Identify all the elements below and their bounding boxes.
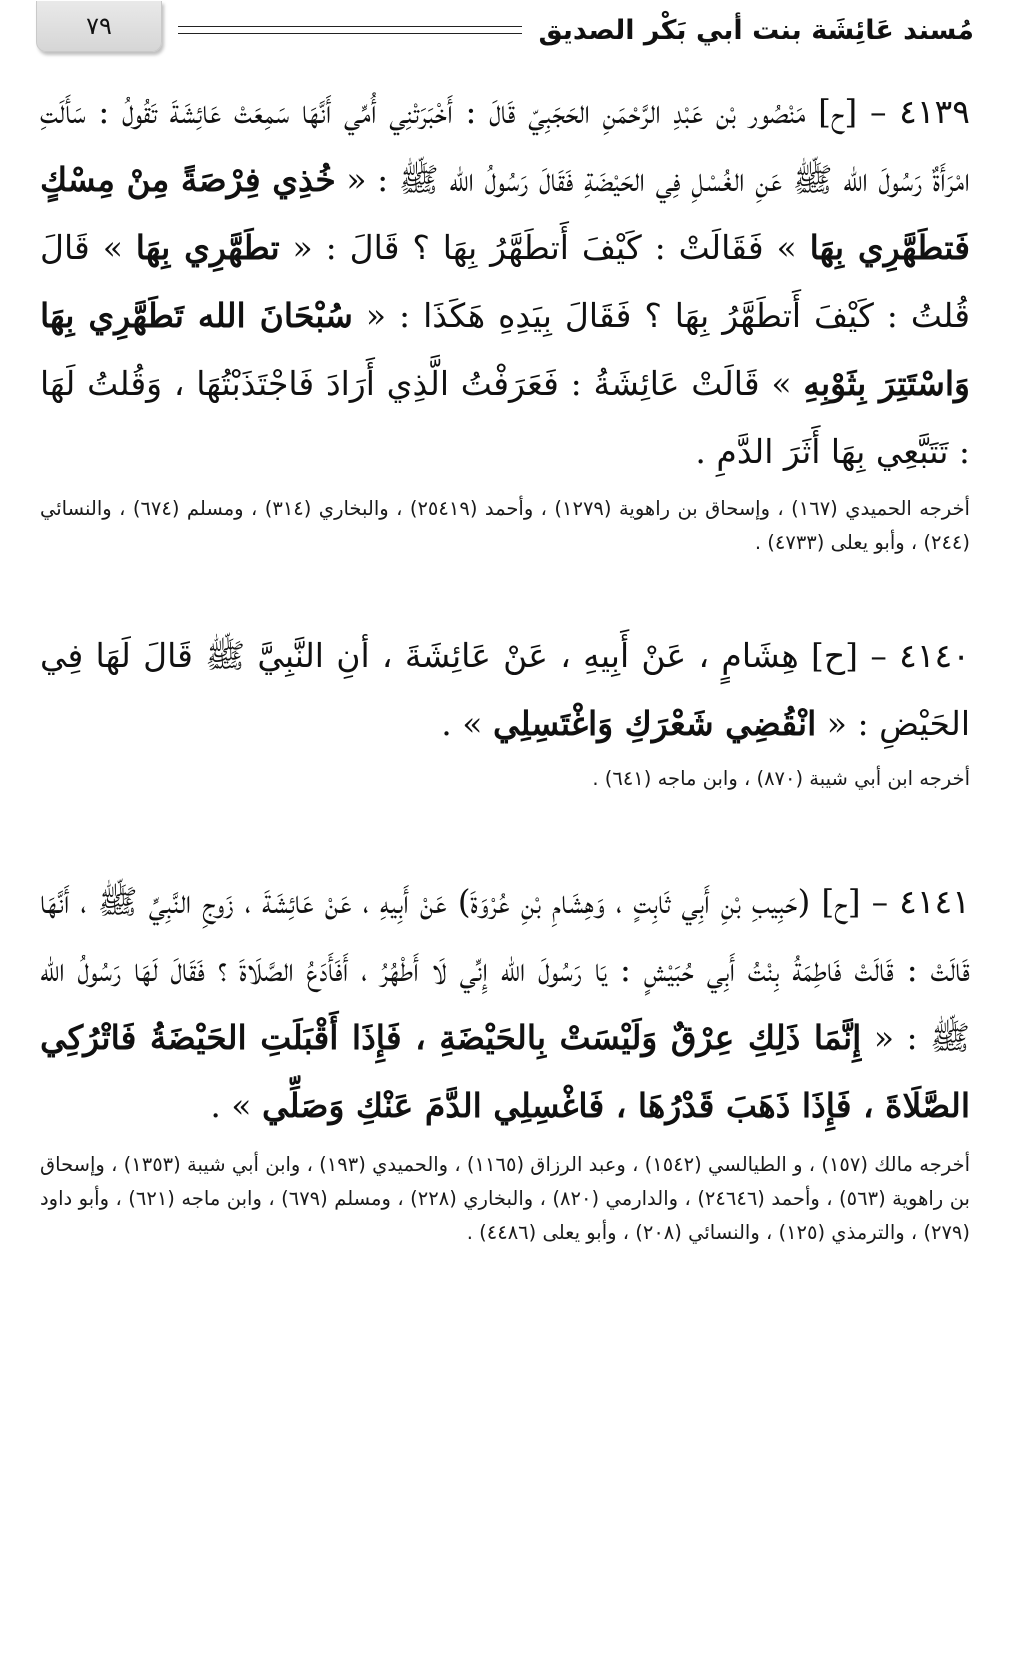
hadith-number: ٤١٤٠	[899, 636, 970, 675]
prophetic-saying: إِنَّمَا ذَلِكِ عِرْقٌ وَلَيْسَتْ بِالحَيْضَةِ ، فَإِذَا أَقْبَلَتِ الحَيْضَةُ فَاتْرُكِي الصَّلَاةَ ، فَإِذَا ذَهَبَ قَدْرُهَا ، فَاغْسِلِي الدَّمَ عَنْكِ وَصَلِّي	[40, 1018, 970, 1125]
hadith-text	[40, 78, 970, 486]
takhrij-note: أخرجه ابن أبي شيبة (٨٧٠) ، وابن ماجه (٦٤١) .	[592, 767, 970, 790]
page-header	[36, 0, 974, 60]
page-number: ٧٩	[86, 11, 112, 40]
hadith-entry-4140	[40, 622, 970, 796]
hadith-text	[40, 622, 970, 758]
prophetic-saying: خُذِي فِرْصَةً مِنْ مِسْكٍ فَتطَهَّرِي بِهَا	[40, 160, 970, 267]
header-rule	[178, 26, 522, 34]
takhrij-note: أخرجه الحميدي (١٦٧) ، وإسحاق بن راهوية (١٢٧٩) ، وأحمد (٢٥٤١٩) ، والبخاري (٣١٤) ، ومسلم (٦٧٤) ، والنسائي (٢٤٤) ، وأبو يعلى (٤٧٣٣) .	[40, 497, 970, 554]
prophetic-saying: سُبْحَانَ الله تَطَهَّرِي بِهَا وَاسْتَتِرَ بِثَوْبِهِ	[40, 296, 970, 403]
hadith-segment: » فَقَالَتْ : كَيْفَ أَتطَهَّرُ بِهَا ؟ قَالَ : «	[279, 228, 810, 267]
hadith-entry-4141	[40, 868, 970, 1250]
prophetic-saying: انْقُضِي شَعْرَكِ وَاغْتَسِلِي	[492, 704, 817, 743]
hadith-number: ٤١٣٩	[899, 92, 970, 131]
page-number-tab	[36, 1, 162, 52]
hadith-segment: » .	[210, 1086, 262, 1125]
hadith-segment: – [ح] هِشَامٍ ، عَنْ أَبِيهِ ، عَنْ عَائِشَةَ ، أنِ النَّبِيَّ ﷺ قَالَ لَهَا فِي الحَيْضِ : «	[40, 636, 970, 743]
hadith-segment: » .	[441, 704, 493, 743]
hadith-entry-4139	[40, 78, 970, 560]
hadith-segment: – [ح] (حَبِيبِ بْنِ أَبِي ثَابِتٍ ، وَهِشَامِ بْنِ عُرْوَةَ) عَنْ أَبِيهِ ، عَنْ عَائِشَةَ ، زَوجِ النَّبِيِّ ﷺ ، أَنَّهَا قَالَتْ : قَالَتْ فَاطِمَةُ بِنْتُ أَبِي حُبَيْشٍ : يَا رَسُولَ الله إِنِّي لَا أَطْهُرُ ، أَفَأَدَعُ الصَّلَاةَ ؟ فَقَالَ لَهَا رَسُولُ الله ﷺ : «	[40, 882, 970, 1057]
hadith-number: ٤١٤١	[899, 882, 970, 921]
prophetic-saying: تطَهَّرِي بِهَا	[135, 228, 280, 267]
hadith-segment: » قَالَتْ عَائِشَةُ : فَعَرَفْتُ الَّذِي أَرَادَ فَاجْتَذَبْتُهَا ، وَقُلتُ لَهَا : تَتَبَّعِي بِهَا أَثَرَ الدَّمِ .	[40, 364, 970, 471]
takhrij-note: أخرجه مالك (١٥٧) ، و الطيالسي (١٥٤٢) ، وعبد الرزاق (١١٦٥) ، والحميدي (١٩٣) ، وابن أبي شيبة (١٣٥٣) ، وإسحاق بن راهوية (٥٦٣) ، وأحمد (٢٤٦٤٦) ، والدارمي (٨٢٠) ، والبخاري (٢٢٨) ، ومسلم (٦٧٩) ، وابن ماجه (٦٢١) ، وأبو داود (٢٧٩) ، والترمذي (١٢٥) ، والنسائي (٢٠٨) ، وأبو يعلى (٤٤٨٦) .	[40, 1153, 970, 1244]
hadith-text	[40, 868, 970, 1140]
hadith-segment: – [ح] مَنْصُور بْن عَبْدِ الرَّحْمَنِ الحَجَبِيّ قَالَ : أَخْبَرَتْنِي أُمِّي أَنَّهَا سَمِعَتْ عَائِشَةَ تَقُولُ : سَأَلَتِ امْرَأَةٌ رَسُولَ الله ﷺ عَنِ الغُسْلِ فِي الحَيْضَةِ فَقَالَ رَسُولُ الله ﷺ : «	[40, 92, 970, 199]
hadith-segment: » قَالَ قُلتُ : كَيْفَ أَتطَهَّرُ بِهَا ؟ فَقَالَ بِيَدِهِ هَكَذَا : «	[40, 228, 970, 335]
running-title: مُسند عَائِشَة بنت أبي بَكْر الصديق	[538, 14, 974, 46]
